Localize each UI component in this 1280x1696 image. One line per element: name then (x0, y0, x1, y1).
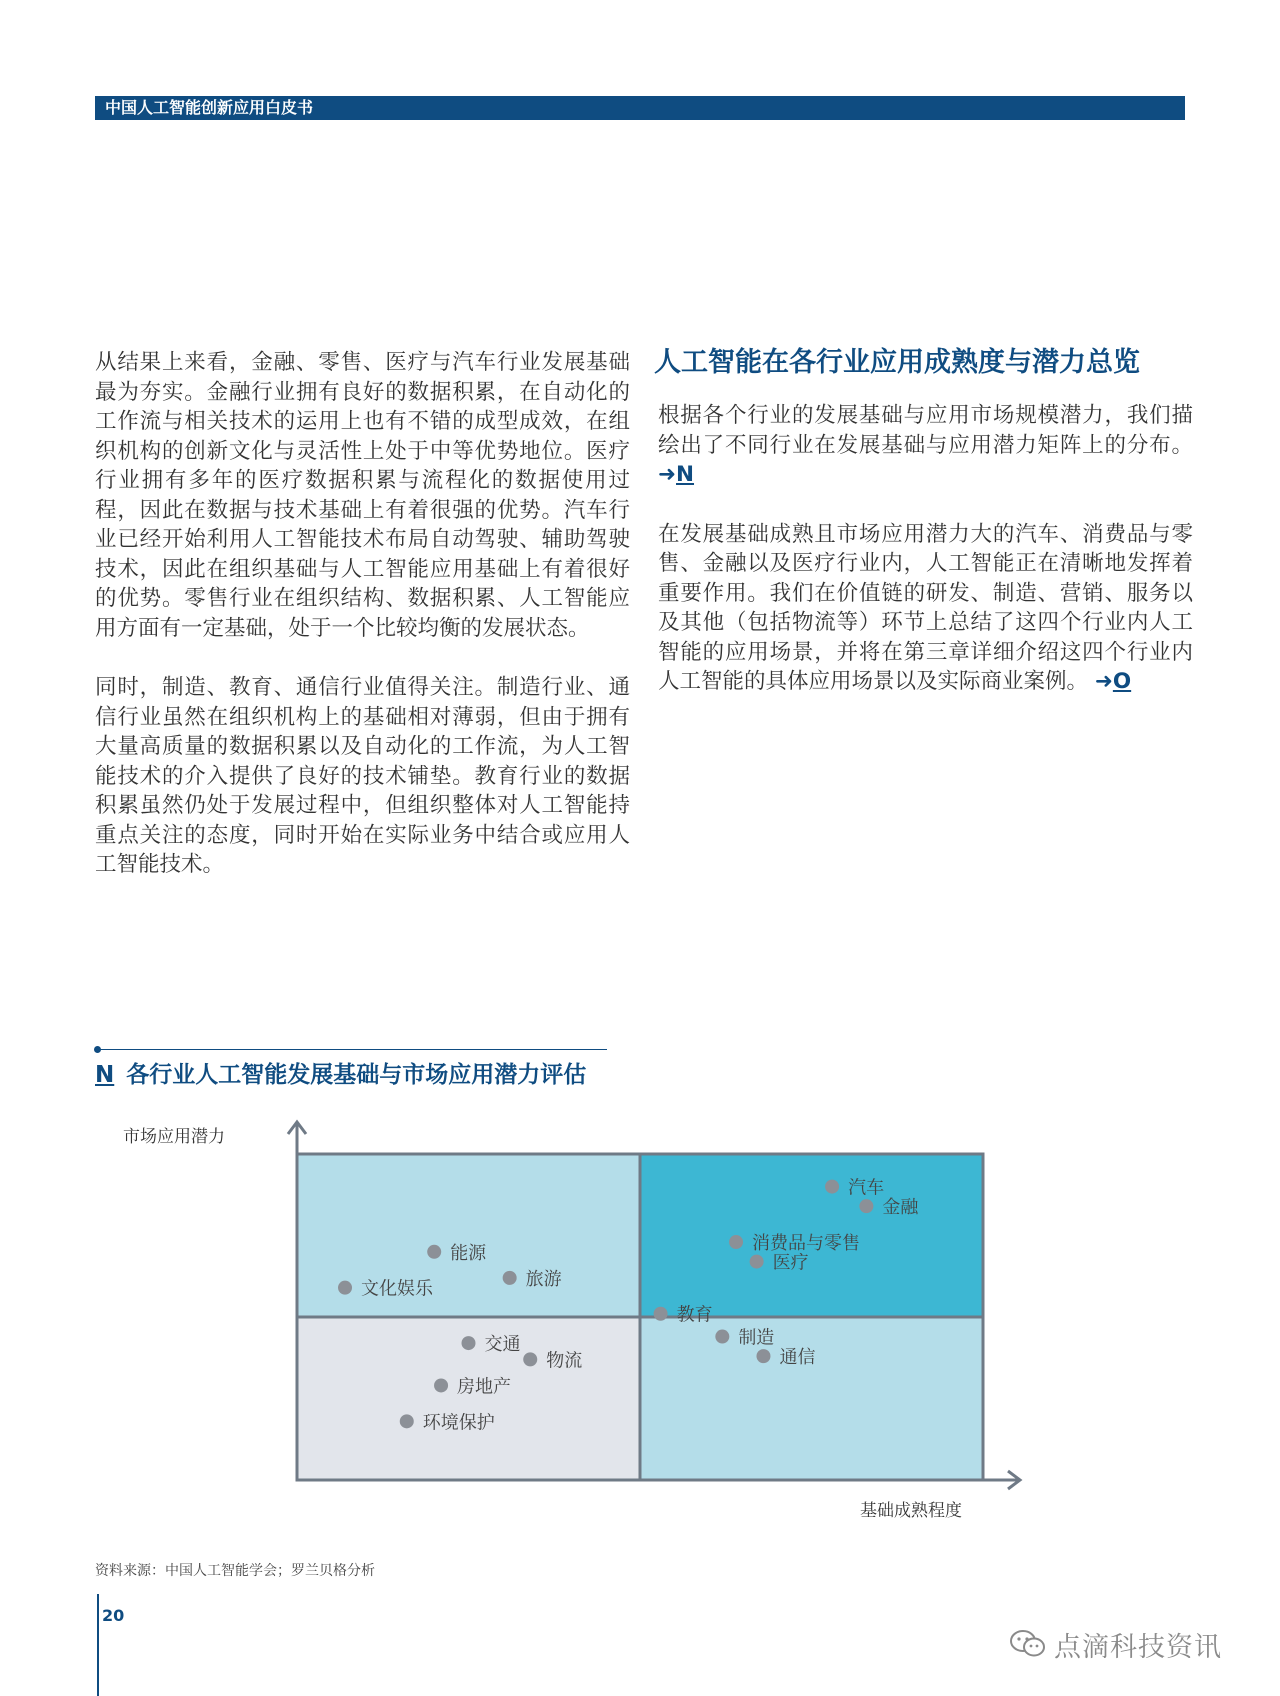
header-title: 中国人工智能创新应用白皮书 (105, 98, 314, 117)
data-point-label: 文化娱乐 (361, 1278, 434, 1300)
watermark (1008, 1622, 1248, 1666)
data-point-label: 通信 (779, 1347, 816, 1369)
ref-letter-n: N (676, 462, 695, 487)
section-title: 人工智能在各行业应用成熟度与潜力总览 (654, 347, 1140, 378)
data-point-label: 旅游 (525, 1268, 562, 1290)
y-axis-label: 市场应用潜力 (123, 1127, 225, 1147)
data-point (654, 1307, 668, 1321)
page-rule (97, 1594, 99, 1696)
data-point-label: 能源 (450, 1242, 487, 1264)
ref-letter-o: O (1112, 669, 1132, 694)
right-paragraph-1-text: 根据各个行业的发展基础与应用市场规模潜力，我们描绘出了不同行业在发展基础与应用潜力矩阵上的分布。 (658, 403, 1193, 458)
left-paragraph-2: 同时，制造、教育、通信行业值得关注。制造行业、通信行业虽然在组织机构上的基础相对薄弱，但由于拥有大量高质量的数据积累以及自动化的工作流，为人工智能技术的介入提供了良好的技术铺垫。教育行业的数据积累虽然仍处于发展过程中，但组织整体对人工智能持重点关注的态度，同时开始在实际业务中结合或应用人工智能技术。 (95, 675, 630, 877)
arrow-right-icon: ➜ (1094, 669, 1113, 694)
quadrant-bottom-right (640, 1317, 983, 1480)
data-point (729, 1235, 743, 1249)
data-point (750, 1255, 764, 1269)
data-point (523, 1352, 537, 1366)
data-point-label: 医疗 (772, 1252, 809, 1274)
watermark-text: 点滴科技资讯 (1054, 1631, 1222, 1663)
data-point (715, 1330, 729, 1344)
data-point (427, 1245, 441, 1259)
right-paragraph-2-text: 在发展基础成熟且市场应用潜力大的汽车、消费品与零售、金融以及医疗行业内，人工智能正在清晰地发挥着重要作用。我们在价值链的研发、制造、营销、服务以及其他（包括物流等）环节上总结了这四个行业内人工智能的应用场景，并将在第三章详细介绍这四个行业内人工智能的具体应用场景以及实际商业案例。 (658, 521, 1193, 694)
data-point (756, 1349, 770, 1363)
data-point (338, 1281, 352, 1295)
arrow-right-icon: ➜ (658, 462, 677, 487)
data-point-label: 消费品与零售 (752, 1233, 861, 1255)
data-point (825, 1180, 839, 1194)
data-point (400, 1414, 414, 1428)
data-point-label: 物流 (546, 1350, 583, 1372)
source-note: 资料来源：中国人工智能学会；罗兰贝格分析 (95, 1563, 375, 1579)
data-point-label: 制造 (738, 1327, 775, 1349)
data-point-label: 环境保护 (422, 1412, 495, 1434)
data-point (434, 1378, 448, 1392)
left-paragraph-1: 从结果上来看，金融、零售、医疗与汽车行业发展基础最为夯实。金融行业拥有良好的数据积累，在自动化的工作流与相关技术的运用上也有不错的成型成效，在组织机构的创新文化与灵活性上处于中等优势地位。医疗行业拥有多年的医疗数据积累与流程化的数据使用过程，因此在数据与技术基础上有着很强的优势。汽车行业已经开始利用人工智能技术布局自动驾驶、辅助驾驶技术，因此在组织基础与人工智能应用基础上有着很好的优势。零售行业在组织结构、数据积累、人工智能应用方面有一定基础，处于一个比较均衡的发展状态。 (95, 350, 630, 641)
data-point-label: 教育 (676, 1304, 713, 1326)
page-number: 20 (102, 1606, 125, 1625)
data-point-label: 汽车 (848, 1177, 885, 1199)
data-point-label: 金融 (882, 1197, 919, 1219)
figure-label: N (95, 1062, 115, 1088)
data-point (503, 1271, 517, 1285)
data-point (462, 1336, 476, 1350)
data-point-label: 交通 (484, 1334, 521, 1356)
data-point-label: 房地产 (457, 1376, 512, 1398)
wechat-icon (1008, 1628, 1048, 1660)
figure-title-text: 各行业人工智能发展基础与市场应用潜力评估 (126, 1062, 587, 1088)
x-axis-label: 基础成熟程度 (860, 1501, 962, 1521)
data-point (859, 1199, 873, 1213)
